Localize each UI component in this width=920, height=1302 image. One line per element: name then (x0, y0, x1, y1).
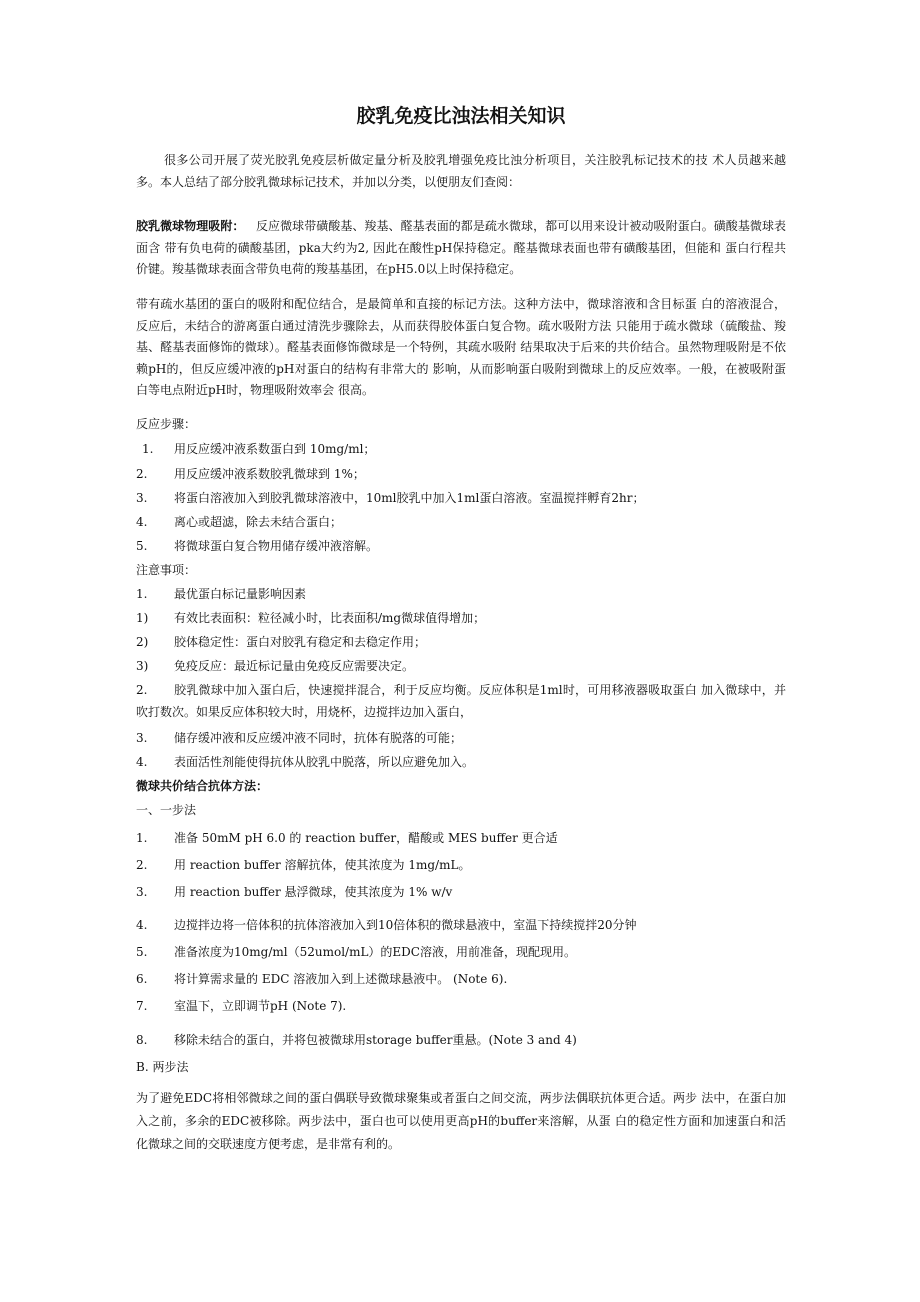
list-item: 3. 储存缓冲液和反应缓冲液不同时，抗体有脱落的可能； (136, 731, 463, 745)
list-item: 2) 胶体稳定性：蛋白对胶乳有稳定和去稳定作用； (136, 635, 427, 649)
physical-adsorption-heading: 胶乳微球物理吸附： (136, 219, 245, 233)
intro-paragraph: 很多公司开展了荧光胶乳免疫层析做定量分析及胶乳增强免疫比浊分析项目，关注胶乳标记技术的技 术人员越来越多。本人总结了部分胶乳微球标记技术，并加以分类，以便朋友们查阅： (136, 153, 786, 189)
list-item: 3) 免疫反应：最近标记量由免疫反应需要决定。 (136, 659, 415, 673)
physical-adsorption-paragraph (136, 216, 786, 281)
list-item: 2. 用 reaction buffer 溶解抗体，使其浓度为 1mg/mL。 (136, 858, 471, 872)
page-title: 胶乳免疫比浊法相关知识 (356, 105, 566, 127)
list-item: 6. 将计算需求量的 EDC 溶液加入到上述微球悬液中。 (Note 6). (136, 972, 508, 986)
list-item: 1. 准备 50mM pH 6.0 的 reaction buffer，醋酸或 MES buffer 更合适 (136, 831, 558, 845)
list-item: 1. 最优蛋白标记量影响因素 (136, 587, 307, 601)
list-item: 5. 准备浓度为10mg/ml（52umol/mL）的EDC溶液，用前准备，现配现用。 (136, 945, 576, 959)
hydrophobic-paragraph: 带有疏水基团的蛋白的吸附和配位结合，是最简单和直接的标记方法。这种方法中，微球溶液和含目标蛋 白的溶液混合，反应后，未结合的游离蛋白通过清洗步骤除去，从而获得胶体蛋白复合物。疏水吸附方法 只能用于疏水微球（硫酸盐、羧基、醛基表面修饰的微球）。醛基表面修饰微球是一个特例，其疏水吸附 结果取决于后来的共价结合。虽然物理吸附是不依赖pH的，但反应缓冲液的pH对蛋白的结构有非常大的 影响，从而影响蛋白吸附到微球上的反应效率。一般，在被吸附蛋白等电点附近pH时，物理吸附效率会 很高。 (136, 297, 786, 397)
list-item: 4. 离心或超滤，除去未结合蛋白； (136, 515, 343, 529)
list-item: 3. 将蛋白溶液加入到胶乳微球溶液中，10ml胶乳中加入1ml蛋白溶液。室温搅拌孵育2hr； (136, 491, 645, 505)
list-item: 4. 边搅拌边将一倍体积的抗体溶液加入到10倍体积的微球悬液中，室温下持续搅拌20分钟 (136, 918, 637, 932)
one-step-heading: 一、一步法 (136, 803, 197, 817)
list-item: 1. 用反应缓冲液系数蛋白到 10mg/ml； (142, 442, 376, 456)
list-item: 5. 将微球蛋白复合物用储存缓冲液溶解。 (136, 539, 379, 553)
two-step-paragraph: 为了避免EDC将相邻微球之间的蛋白偶联导致微球聚集或者蛋白之间交流，两步法偶联抗体更合适。两步 法中，在蛋白加入之前，多余的EDC被移除。两步法中，蛋白也可以使用更高pH的buffer来溶解，从蛋 白的稳定性方面和加速蛋白和活化微球之间的交联速度方便考虑，是非常有利的。 (136, 1091, 786, 1151)
list-item: 1) 有效比表面积：粒径减小时，比表面积/mg微球值得增加； (136, 611, 486, 625)
list-item: 8. 移除未结合的蛋白，并将包被微球用storage buffer重悬。(Note 3 and 4) (136, 1033, 577, 1047)
list-item: 4. 表面活性剂能使得抗体从胶乳中脱落，所以应避免加入。 (136, 755, 475, 769)
list-item: 3. 用 reaction buffer 悬浮微球，使其浓度为 1% w/v (136, 885, 453, 899)
list-item: 2. 胶乳微球中加入蛋白后，快速搅拌混合，利于反应均衡。反应体积是1ml时，可用移液器吸取蛋白 加入微球中，并吹打数次。如果反应体积较大时，用烧杯，边搅拌边加入蛋白， (136, 683, 786, 719)
two-step-heading: B. 两步法 (136, 1060, 189, 1074)
covalent-heading: 微球共价结合抗体方法： (136, 779, 269, 793)
physical-adsorption-text: 反应微球带磺酸基、羧基、醛基表面的都是疏水微球，都可以用来设计被动吸附蛋白。磺酸基微球表面含 带有负电荷的磺酸基团，pka大约为2, 因此在酸性pH保持稳定。醛基微球表面也带有磺酸基团，但能和 蛋白行程共价键。羧基微球表面含带负电荷的羧基基团，在pH5.0以上时保持稳定。 (136, 219, 786, 276)
notes-label: 注意事项： (136, 563, 197, 577)
steps-label: 反应步骤： (136, 417, 197, 431)
list-item: 7. 室温下，立即调节pH (Note 7). (136, 999, 347, 1013)
list-item: 2. 用反应缓冲液系数胶乳微球到 1%； (136, 467, 365, 481)
